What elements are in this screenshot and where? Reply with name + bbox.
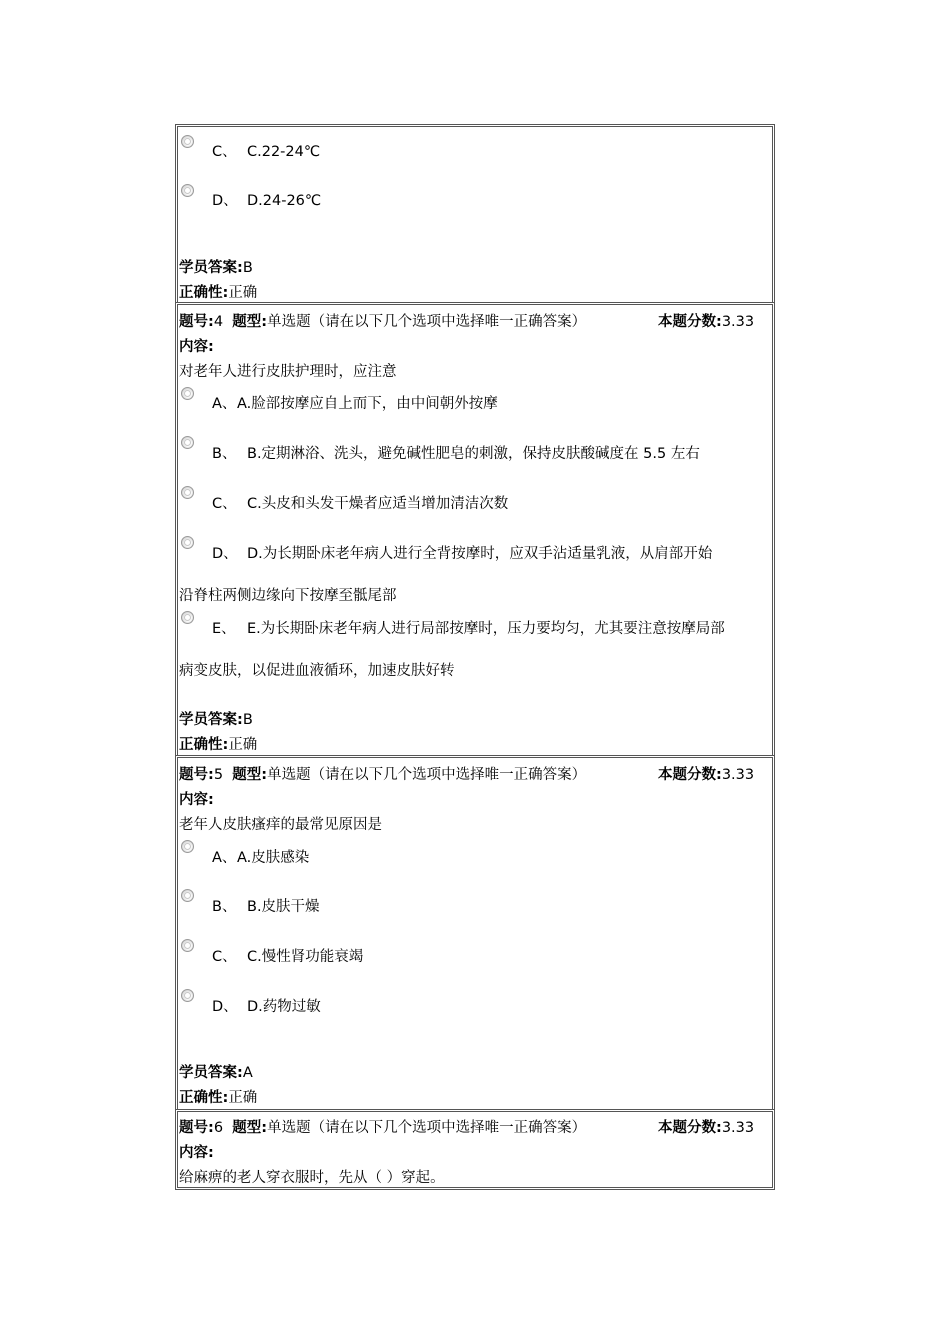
question-stem: 给麻痹的老人穿衣服时，先从（ ）穿起。 <box>179 1170 445 1186</box>
option-text-b: B.定期淋浴、洗头，避免碱性肥皂的刺激，保持皮肤酸碱度在 5.5 左右 <box>247 446 700 462</box>
option-letter-e: E、 <box>212 621 236 637</box>
option-text-c: C.头皮和头发干燥者应适当增加清洁次数 <box>247 496 509 512</box>
question-block-3-tail <box>175 124 775 302</box>
question-stem: 对老年人进行皮肤护理时，应注意 <box>179 364 397 380</box>
option-radio-e[interactable] <box>181 611 194 624</box>
correctness-label: 正确性: <box>179 1090 229 1106</box>
option-text-c: C.慢性肾功能衰竭 <box>247 949 364 965</box>
correctness-row <box>179 1089 257 1107</box>
question-block-6 <box>175 1109 775 1190</box>
option-radio-d[interactable] <box>181 989 194 1002</box>
question-type-label: 题型: <box>232 314 268 330</box>
question-number: 5 <box>213 767 224 783</box>
option-text-d: D.药物过敏 <box>247 999 321 1015</box>
correctness-value: 正确 <box>228 737 258 753</box>
option-letter-c: C、 <box>212 949 237 965</box>
option-letter-d: D、 <box>212 999 238 1015</box>
student-answer-value: A <box>242 1065 253 1081</box>
question-score <box>658 313 754 331</box>
score-label: 本题分数: <box>658 1120 722 1136</box>
question-score <box>658 1119 754 1137</box>
question-number-label: 题号: <box>179 314 214 330</box>
question-header <box>179 766 586 784</box>
option-text-d: D.24-26℃ <box>247 193 322 209</box>
option-text-c: C.22-24℃ <box>247 144 321 160</box>
option-letter-c: C、 <box>212 144 237 160</box>
question-header <box>179 1119 586 1137</box>
option-text-d: D.为长期卧床老年病人进行全背按摩时，应双手沾适量乳液，从肩部开始 <box>247 546 713 562</box>
student-answer-row <box>179 259 253 277</box>
option-letter-d: D、 <box>212 546 238 562</box>
option-text-e: E.为长期卧床老年病人进行局部按摩时，压力要均匀，尤其要注意按摩局部 <box>247 621 725 637</box>
option-letter-d: D、 <box>212 193 238 209</box>
option-radio-a[interactable] <box>181 387 194 400</box>
correctness-row <box>179 736 257 754</box>
correctness-label: 正确性: <box>179 285 229 301</box>
content-label: 内容: <box>179 1145 214 1161</box>
option-letter-c: C、 <box>212 496 237 512</box>
option-radio-a[interactable] <box>181 840 194 853</box>
question-type-label: 题型: <box>232 1120 268 1136</box>
correctness-row <box>179 284 257 302</box>
option-radio-d[interactable] <box>181 184 194 197</box>
option-radio-b[interactable] <box>181 889 194 902</box>
student-answer-value: B <box>242 712 253 728</box>
question-block-5 <box>175 755 775 1109</box>
option-letter-a: A、 <box>212 850 237 866</box>
option-radio-d[interactable] <box>181 536 194 549</box>
option-text-a: A.脸部按摩应自上而下，由中间朝外按摩 <box>237 396 498 412</box>
content-label: 内容: <box>179 792 214 808</box>
question-number-label: 题号: <box>179 1120 214 1136</box>
option-text-d-cont: 沿脊柱两侧边缘向下按摩至骶尾部 <box>179 588 397 604</box>
student-answer-label: 学员答案: <box>179 712 243 728</box>
exam-results-frame <box>175 124 775 1190</box>
student-answer-label: 学员答案: <box>179 1065 243 1081</box>
option-letter-b: B、 <box>212 899 237 915</box>
question-block-4 <box>175 302 775 755</box>
option-radio-c[interactable] <box>181 939 194 952</box>
option-text-a: A.皮肤感染 <box>237 850 310 866</box>
option-text-e-cont: 病变皮肤，以促进血液循环，加速皮肤好转 <box>179 663 455 679</box>
student-answer-value: B <box>242 260 253 276</box>
question-type: 单选题（请在以下几个选项中选择唯一正确答案） <box>267 1120 587 1136</box>
question-type-label: 题型: <box>232 767 268 783</box>
option-text-b: B.皮肤干燥 <box>247 899 320 915</box>
content-label: 内容: <box>179 339 214 355</box>
question-type: 单选题（请在以下几个选项中选择唯一正确答案） <box>267 767 587 783</box>
question-number: 4 <box>213 314 224 330</box>
option-letter-a: A、 <box>212 396 237 412</box>
option-radio-c[interactable] <box>181 135 194 148</box>
question-header <box>179 313 586 331</box>
score-value: 3.33 <box>721 314 755 330</box>
score-value: 3.33 <box>721 1120 755 1136</box>
question-type: 单选题（请在以下几个选项中选择唯一正确答案） <box>267 314 587 330</box>
correctness-label: 正确性: <box>179 737 229 753</box>
question-number: 6 <box>213 1120 224 1136</box>
score-label: 本题分数: <box>658 314 722 330</box>
option-radio-b[interactable] <box>181 436 194 449</box>
option-letter-b: B、 <box>212 446 237 462</box>
student-answer-row <box>179 711 253 729</box>
question-number-label: 题号: <box>179 767 214 783</box>
student-answer-row <box>179 1064 253 1082</box>
score-label: 本题分数: <box>658 767 722 783</box>
question-score <box>658 766 754 784</box>
option-radio-c[interactable] <box>181 486 194 499</box>
question-stem: 老年人皮肤瘙痒的最常见原因是 <box>179 817 382 833</box>
correctness-value: 正确 <box>228 1090 258 1106</box>
score-value: 3.33 <box>721 767 755 783</box>
correctness-value: 正确 <box>228 285 258 301</box>
student-answer-label: 学员答案: <box>179 260 243 276</box>
